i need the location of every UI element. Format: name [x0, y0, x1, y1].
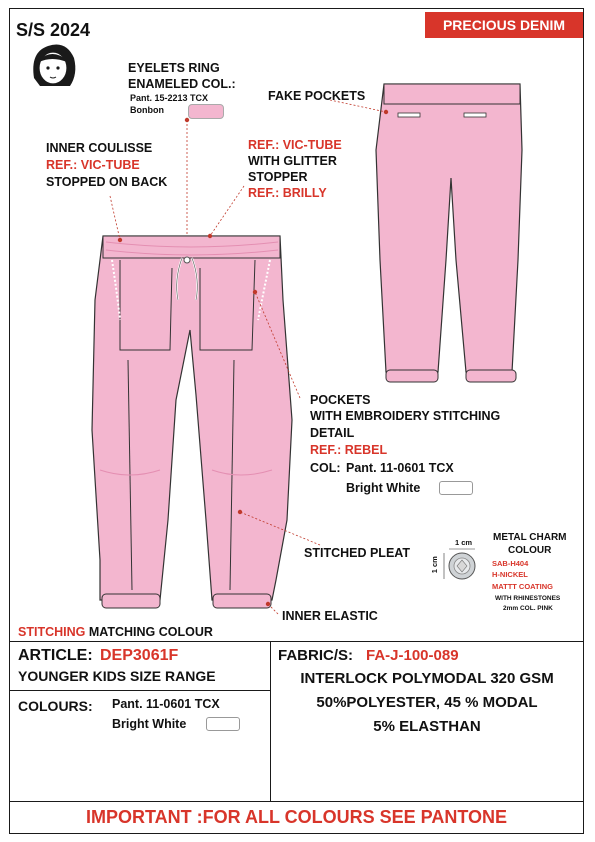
- eyelets-color-name: Bonbon: [130, 105, 164, 115]
- pockets-swatch: [439, 481, 473, 495]
- stitched-pleat-label: STITCHED PLEAT: [304, 546, 411, 560]
- brand-banner: PRECIOUS DENIM: [425, 12, 583, 38]
- charm-note-1: WITH RHINESTONES: [495, 595, 561, 602]
- fabric-line-2: 50%POLYESTER, 45 % MODAL: [316, 694, 538, 711]
- tube-note-1: WITH GLITTER: [248, 154, 337, 168]
- size-range: YOUNGER KIDS SIZE RANGE: [18, 668, 216, 684]
- fabric-line-1: INTERLOCK POLYMODAL 320 GSM: [300, 670, 554, 687]
- fabric-value: FA-J-100-089: [366, 647, 459, 664]
- table-bottom-border: [9, 801, 584, 802]
- stitching-note: [18, 624, 213, 640]
- tube-note-2: STOPPER: [248, 170, 308, 184]
- back-pants-drawing: [376, 84, 522, 382]
- charm-note-2: 2mm COL. PINK: [503, 605, 553, 612]
- charm-finish-2: MATTT COATING: [492, 582, 553, 591]
- colours-swatch: [206, 717, 240, 731]
- table-divider: [270, 641, 271, 801]
- eyelets-swatch: [188, 104, 224, 119]
- girl-logo-icon: [33, 45, 75, 87]
- pockets-pantone: Pant. 11-0601 TCX: [346, 461, 454, 475]
- pockets-ref: REF.: REBEL: [310, 443, 388, 457]
- colours-pantone: Pant. 11-0601 TCX: [112, 697, 220, 711]
- colours-name: Bright White: [112, 717, 187, 731]
- coulisse-note: STOPPED ON BACK: [46, 175, 168, 189]
- pockets-color-name: Bright White: [346, 481, 421, 495]
- table-row-border: [9, 690, 270, 691]
- colours-label: COLOURS:: [18, 698, 93, 714]
- fake-pockets-label: FAKE POCKETS: [268, 89, 366, 103]
- table-top-border: [9, 641, 584, 642]
- stitching-label: STITCHING: [18, 625, 86, 639]
- coulisse-label: INNER COULISSE: [46, 141, 153, 155]
- inner-elastic-label: INNER ELASTIC: [282, 609, 378, 623]
- front-pants-drawing: [92, 236, 292, 608]
- charm-dim-vertical: 1 cm: [429, 556, 439, 574]
- eyelets-title-1: EYELETS RING: [128, 61, 220, 75]
- pockets-note-2: DETAIL: [310, 426, 355, 440]
- eyelets-pantone: Pant. 15-2213 TCX: [130, 93, 209, 103]
- tube-ref-2: REF.: BRILLY: [248, 186, 327, 200]
- stitching-rest: MATCHING COLOUR: [85, 625, 213, 639]
- coulisse-ref: REF.: VIC-TUBE: [46, 158, 140, 172]
- pockets-col-label: COL:: [310, 461, 341, 475]
- tube-ref: REF.: VIC-TUBE: [248, 138, 342, 152]
- fabric-line-3: 5% ELASTHAN: [373, 718, 481, 735]
- important-note: IMPORTANT :FOR ALL COLOURS SEE PANTONE: [85, 807, 507, 827]
- charm-code: SAB-H404: [492, 559, 529, 568]
- pockets-label: POCKETS: [310, 393, 371, 407]
- article-label: ARTICLE:: [18, 647, 93, 664]
- eyelets-title-2: ENAMELED COL.:: [128, 77, 236, 91]
- charm-title-1: METAL CHARM: [493, 532, 567, 543]
- season-label: S/S 2024: [16, 20, 91, 40]
- pockets-note-1: WITH EMBROIDERY STITCHING: [310, 409, 501, 423]
- charm-dim-horizontal: 1 cm: [455, 538, 473, 547]
- charm-title-2: COLOUR: [508, 545, 552, 556]
- article-value: DEP3061F: [100, 647, 179, 664]
- metal-charm-icon: [444, 549, 475, 579]
- charm-finish-1: H-NICKEL: [492, 570, 528, 579]
- fabric-label: FABRIC/S:: [278, 647, 353, 664]
